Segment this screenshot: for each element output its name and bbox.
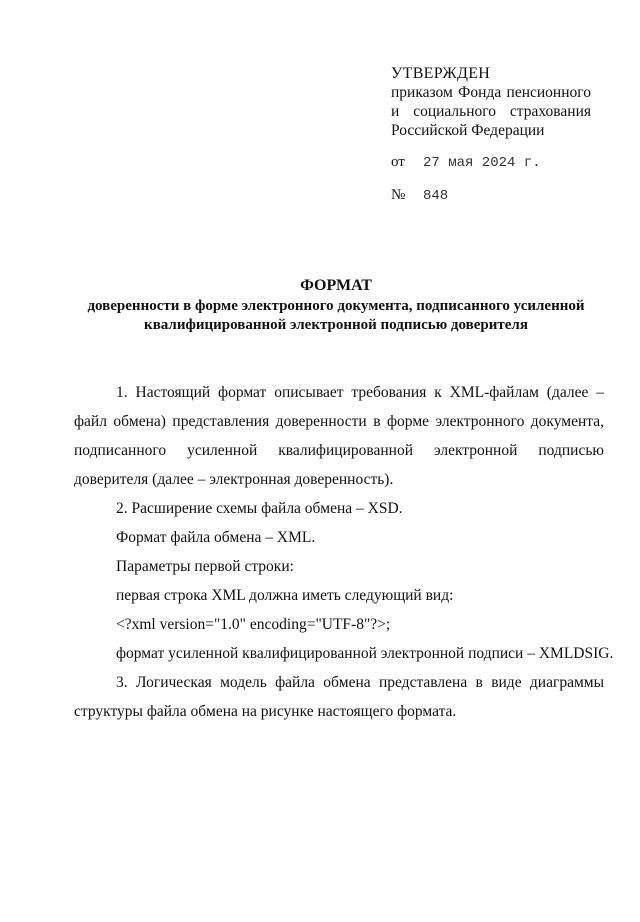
title-line-3: квалифицированной электронной подписью доверителя xyxy=(144,317,528,333)
title-line-1: ФОРМАТ xyxy=(300,277,372,294)
date-label: от xyxy=(391,154,405,170)
approval-line-2: и социального страхования xyxy=(391,103,591,120)
paragraph-6: <?xml version="1.0" encoding="UTF-8"?>; xyxy=(116,616,391,633)
approval-heading: УТВЕРЖДЕН xyxy=(391,65,491,82)
paragraph-3: Формат файла обмена – XML. xyxy=(116,529,316,546)
number-label: № xyxy=(391,187,406,203)
date-value: 27 мая 2024 г. xyxy=(423,155,541,171)
paragraph-8: 3. Логическая модель файла обмена представлена в виде диаграммы структуры файла обмена на рисунке настоящего формата. xyxy=(74,674,604,720)
approval-date-row xyxy=(391,153,591,173)
document-title xyxy=(60,276,612,335)
approval-line-3: Российской Федерации xyxy=(391,122,545,139)
paragraph-2: 2. Расширение схемы файла обмена – XSD. xyxy=(116,500,403,517)
document-body xyxy=(74,378,614,726)
title-line-2: доверенности в форме электронного документа, подписанного усиленной xyxy=(87,298,585,314)
paragraph-4: Параметры первой строки: xyxy=(116,558,294,575)
number-value: 848 xyxy=(423,188,449,204)
paragraph-5: первая строка XML должна иметь следующий вид: xyxy=(116,587,454,604)
paragraph-7: формат усиленной квалифицированной электронной подписи – XMLDSIG. xyxy=(116,645,614,662)
approval-line-1: приказом Фонда пенсионного xyxy=(391,84,591,101)
approval-number-row xyxy=(391,186,591,206)
paragraph-1: 1. Настоящий формат описывает требования к XML-файлам (далее – файл обмена) представления доверенности в форме электронного документа, подписанного усиленной квалифицированной электронной подписью доверителя (далее – электронная доверенность). xyxy=(74,384,604,488)
approval-stamp xyxy=(391,64,591,206)
